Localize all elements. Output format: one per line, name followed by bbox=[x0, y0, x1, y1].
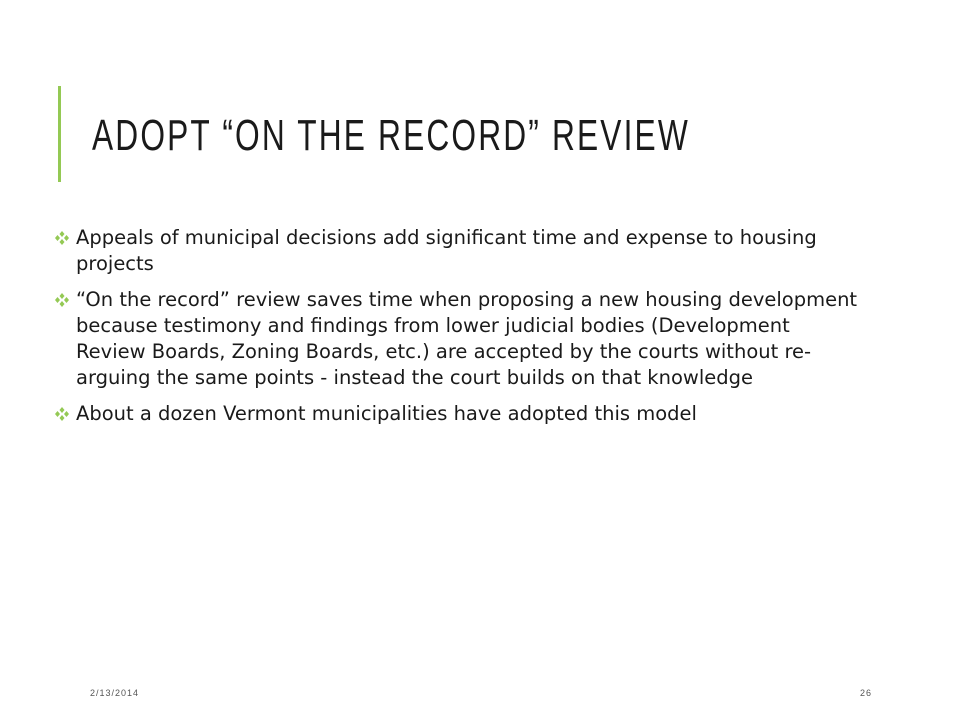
four-diamond-bullet-icon bbox=[52, 292, 72, 308]
four-diamond-bullet-icon bbox=[52, 230, 72, 246]
footer-page-number: 26 bbox=[860, 688, 873, 698]
four-diamond-bullet-icon bbox=[52, 406, 72, 422]
bullet-text: About a dozen Vermont municipalities have adopted this model bbox=[76, 402, 697, 425]
bullet-item bbox=[52, 225, 862, 277]
bullet-item bbox=[52, 401, 862, 427]
title-accent-bar bbox=[58, 86, 61, 182]
bullet-text: “On the record” review saves time when proposing a new housing development because testimony and findings from lower judicial bodies (Development Review Boards, Zoning Boards, etc.) are accepted by the courts without re-arguing the same points - instead the court builds on that knowledge bbox=[76, 288, 858, 389]
footer-date: 2/13/2014 bbox=[90, 688, 140, 698]
slide-title: ADOPT “ON THE RECORD” REVIEW bbox=[92, 111, 690, 160]
bullet-list bbox=[52, 225, 862, 437]
bullet-text: Appeals of municipal decisions add significant time and expense to housing projects bbox=[76, 226, 817, 275]
bullet-item bbox=[52, 287, 862, 391]
